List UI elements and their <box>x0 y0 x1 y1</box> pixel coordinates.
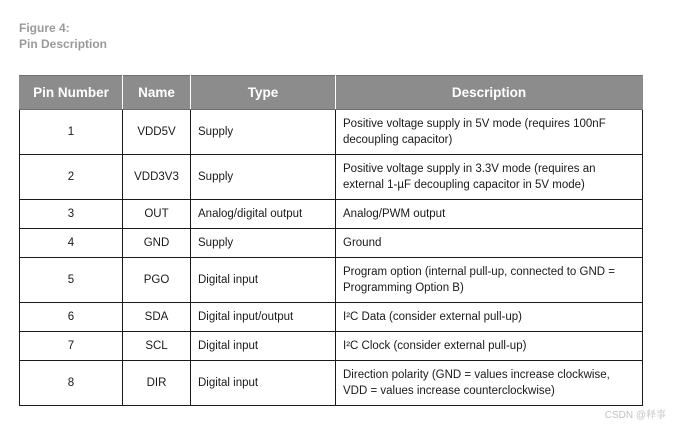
header-name: Name <box>123 76 191 110</box>
pin-number-cell: 6 <box>20 303 123 332</box>
header-type: Type <box>191 76 336 110</box>
table-row <box>20 110 643 155</box>
figure-caption <box>19 20 107 52</box>
pin-type-cell: Supply <box>191 110 336 155</box>
pin-number-cell: 5 <box>20 258 123 303</box>
pin-name-cell: PGO <box>123 258 191 303</box>
table-row <box>20 332 643 361</box>
pin-number-cell: 1 <box>20 110 123 155</box>
pin-description-cell: Positive voltage supply in 3.3V mode (requires an external 1-µF decoupling capacitor in 5V mode) <box>336 155 643 200</box>
pin-description-cell: Positive voltage supply in 5V mode (requires 100nF decoupling capacitor) <box>336 110 643 155</box>
table-row <box>20 258 643 303</box>
pin-description-cell: I²C Clock (consider external pull-up) <box>336 332 643 361</box>
pin-name-cell: SDA <box>123 303 191 332</box>
pin-description-cell: Direction polarity (GND = values increase clockwise, VDD = values increase counterclockwise) <box>336 361 643 406</box>
watermark-text: CSDN @释事 <box>604 410 666 421</box>
figure-title: Pin Description <box>19 37 108 51</box>
pin-name-cell: GND <box>123 229 191 258</box>
pin-number-cell: 8 <box>20 361 123 406</box>
pin-description-table <box>19 75 643 406</box>
figure-label: Figure 4: <box>19 21 70 35</box>
table-row <box>20 303 643 332</box>
table-row <box>20 200 643 229</box>
pin-number-cell: 3 <box>20 200 123 229</box>
pin-type-cell: Supply <box>191 155 336 200</box>
pin-number-cell: 7 <box>20 332 123 361</box>
pin-description-cell: I²C Data (consider external pull-up) <box>336 303 643 332</box>
pin-type-cell: Digital input/output <box>191 303 336 332</box>
pin-type-cell: Analog/digital output <box>191 200 336 229</box>
pin-type-cell: Supply <box>191 229 336 258</box>
pin-name-cell: SCL <box>123 332 191 361</box>
table-row <box>20 155 643 200</box>
pin-name-cell: DIR <box>123 361 191 406</box>
pin-description-cell: Program option (internal pull-up, connected to GND = Programming Option B) <box>336 258 643 303</box>
header-description: Description <box>336 76 643 110</box>
table-header-row <box>20 76 643 110</box>
table-row <box>20 229 643 258</box>
pin-number-cell: 4 <box>20 229 123 258</box>
pin-description-cell: Ground <box>336 229 643 258</box>
header-pin-number: Pin Number <box>20 76 123 110</box>
pin-type-cell: Digital input <box>191 361 336 406</box>
pin-name-cell: VDD5V <box>123 110 191 155</box>
pin-type-cell: Digital input <box>191 258 336 303</box>
pin-name-cell: OUT <box>123 200 191 229</box>
table-row <box>20 361 643 406</box>
pin-number-cell: 2 <box>20 155 123 200</box>
pin-name-cell: VDD3V3 <box>123 155 191 200</box>
pin-type-cell: Digital input <box>191 332 336 361</box>
pin-description-cell: Analog/PWM output <box>336 200 643 229</box>
